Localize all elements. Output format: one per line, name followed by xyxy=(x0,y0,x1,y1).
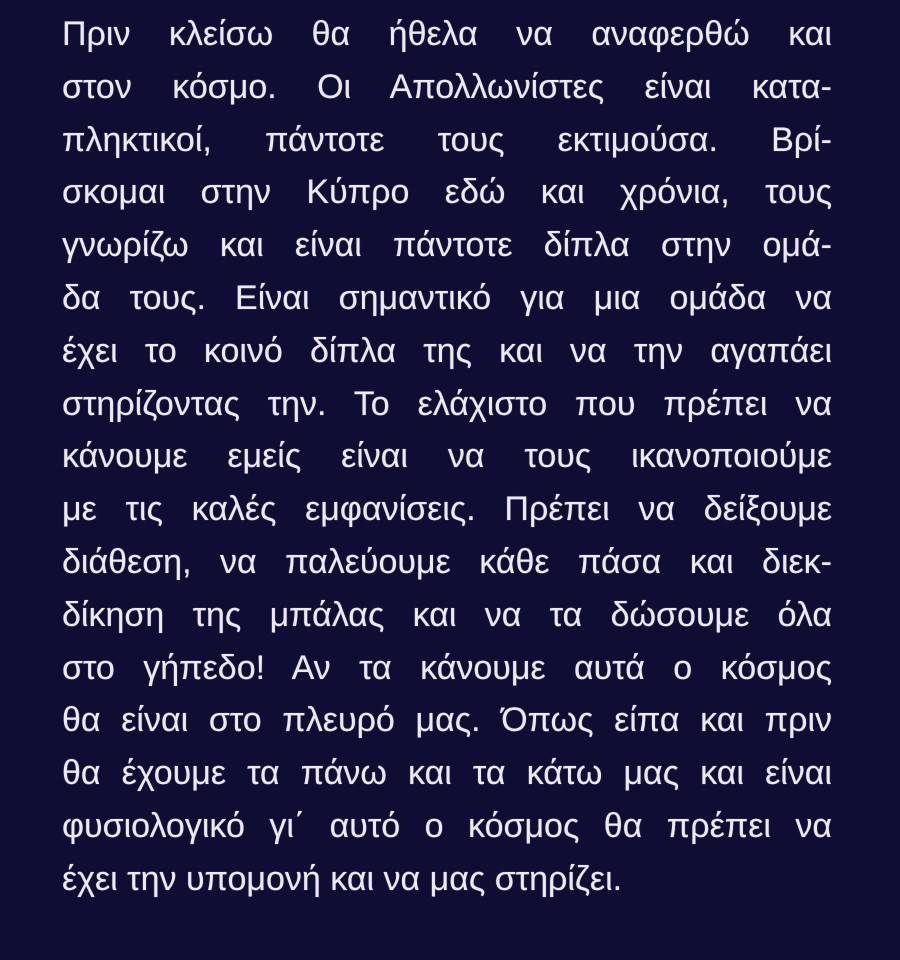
text-line: έχει την υπομονή και να μας στηρίζει. xyxy=(62,859,623,898)
text-line: Πριν κλείσω θα ήθελα να αναφερθώ και xyxy=(62,15,832,53)
text-line: σκομαι στην Κύπρο εδώ και χρόνια, τους xyxy=(62,173,832,212)
text-line: φυσιολογικό γι΄ αυτό ο κόσμος θα πρέπει να xyxy=(62,806,832,845)
article-text-block xyxy=(62,8,832,906)
text-line: στον κόσμο. Οι Απολλωνίστες είναι κατα- xyxy=(62,67,832,106)
text-line: δίκηση της μπάλας και να τα δώσουμε όλα xyxy=(62,595,832,634)
text-line: πληκτικοί, πάντοτε τους εκτιμούσα. Βρί- xyxy=(62,120,832,159)
text-line: έχει το κοινό δίπλα της και να την αγαπάει xyxy=(62,331,832,370)
text-line: θα είναι στο πλευρό μας. Όπως είπα και πριν xyxy=(62,701,832,740)
text-line: στηρίζοντας την. Το ελάχιστο που πρέπει να xyxy=(62,384,832,423)
text-line: γνωρίζω και είναι πάντοτε δίπλα στην ομά- xyxy=(62,226,832,265)
text-line: κάνουμε εμείς είναι να τους ικανοποιούμε xyxy=(62,437,832,476)
text-line: διάθεση, να παλεύουμε κάθε πάσα και διεκ- xyxy=(62,542,832,581)
text-line: θα έχουμε τα πάνω και τα κάτω μας και είναι xyxy=(62,754,832,793)
text-line: με τις καλές εμφανίσεις. Πρέπει να δείξουμε xyxy=(62,490,832,529)
text-line: στο γήπεδο! Αν τα κάνουμε αυτά ο κόσμος xyxy=(62,648,832,687)
text-line: δα τους. Είναι σημαντικό για μια ομάδα να xyxy=(62,278,832,317)
